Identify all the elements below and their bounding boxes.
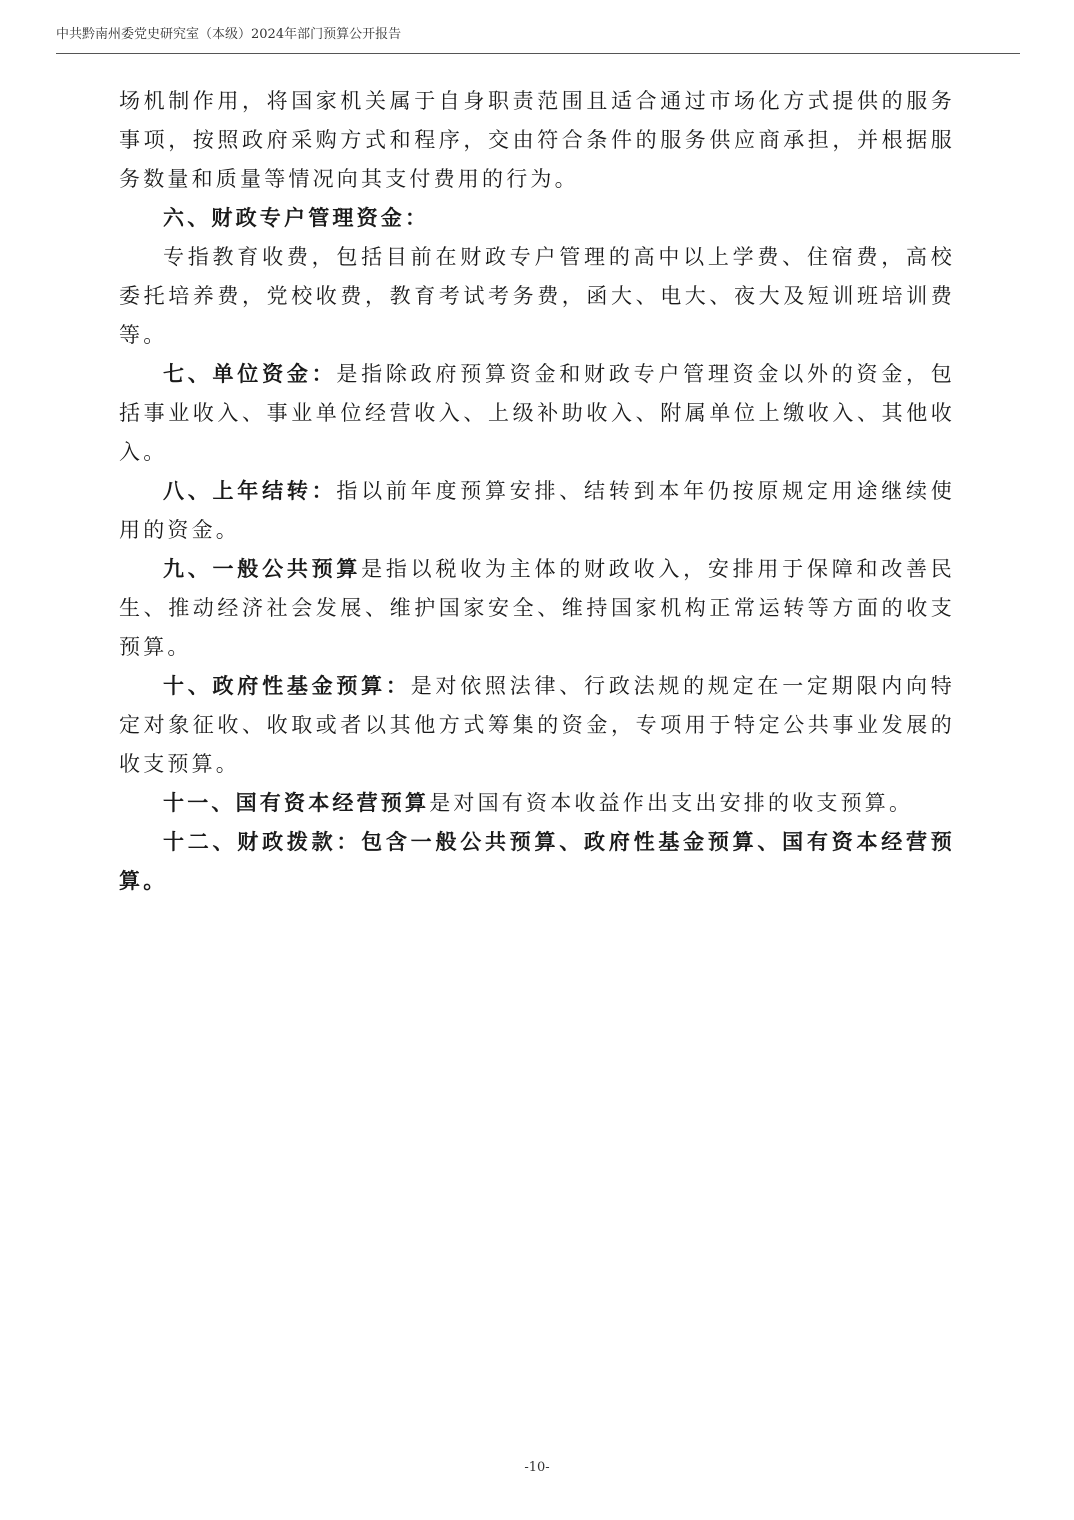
document-header: 中共黔南州委党史研究室（本级）2024年部门预算公开报告 — [56, 27, 402, 42]
paragraph-government-fund-budget — [119, 667, 955, 784]
section-heading: 九、一般公共预算 — [163, 557, 362, 581]
paragraph-continuation — [119, 82, 955, 199]
section-heading: 六、财政专户管理资金： — [163, 206, 430, 230]
section-heading: 十、政府性基金预算： — [163, 674, 411, 698]
section-heading: 十二、财政拨款：包含一般公共预算、政府性基金预算、国有资本经营预算。 — [119, 830, 955, 893]
paragraph-text: 是对依照法律、行政法规的规定在一定期限内向特定对象征收、收取或者以其他方式筹集的资金，专项用于特定公共事业发展的收支预算。 — [119, 674, 956, 776]
section-heading: 八、上年结转： — [163, 479, 337, 503]
paragraph-text: 场机制作用，将国家机关属于自身职责范围且适合通过市场化方式提供的服务事项，按照政府采购方式和程序，交由符合条件的服务供应商承担，并根据服务数量和质量等情况向其支付费用的行为。 — [119, 89, 955, 191]
paragraph-text: 是指除政府预算资金和财政专户管理资金以外的资金，包括事业收入、事业单位经营收入、上级补助收入、附属单位上缴收入、其他收入。 — [119, 362, 955, 464]
paragraph-fiscal-appropriation — [119, 823, 955, 901]
paragraph-general-public-budget — [119, 550, 955, 667]
paragraph-text: 是对国有资本收益作出支出安排的收支预算。 — [429, 791, 914, 815]
paragraph-special-account-funds — [119, 238, 955, 355]
paragraph-prior-year-carryover — [119, 472, 955, 550]
section-heading: 七、单位资金： — [163, 362, 337, 386]
paragraph-state-capital-budget — [119, 784, 955, 823]
header-divider — [56, 53, 1020, 54]
document-body — [119, 82, 955, 901]
page-number: -10- — [524, 1460, 550, 1475]
section-heading-special-account-funds — [119, 199, 955, 238]
paragraph-text: 指以前年度预算安排、结转到本年仍按原规定用途继续使用的资金。 — [119, 479, 955, 542]
paragraph-unit-funds — [119, 355, 955, 472]
paragraph-text: 是指以税收为主体的财政收入，安排用于保障和改善民生、推动经济社会发展、维护国家安全、维持国家机构正常运转等方面的收支预算。 — [119, 557, 955, 659]
paragraph-text: 专指教育收费，包括目前在财政专户管理的高中以上学费、住宿费，高校委托培养费，党校收费，教育考试考务费，函大、电大、夜大及短训班培训费等。 — [119, 245, 955, 347]
section-heading: 十一、国有资本经营预算 — [163, 791, 430, 815]
